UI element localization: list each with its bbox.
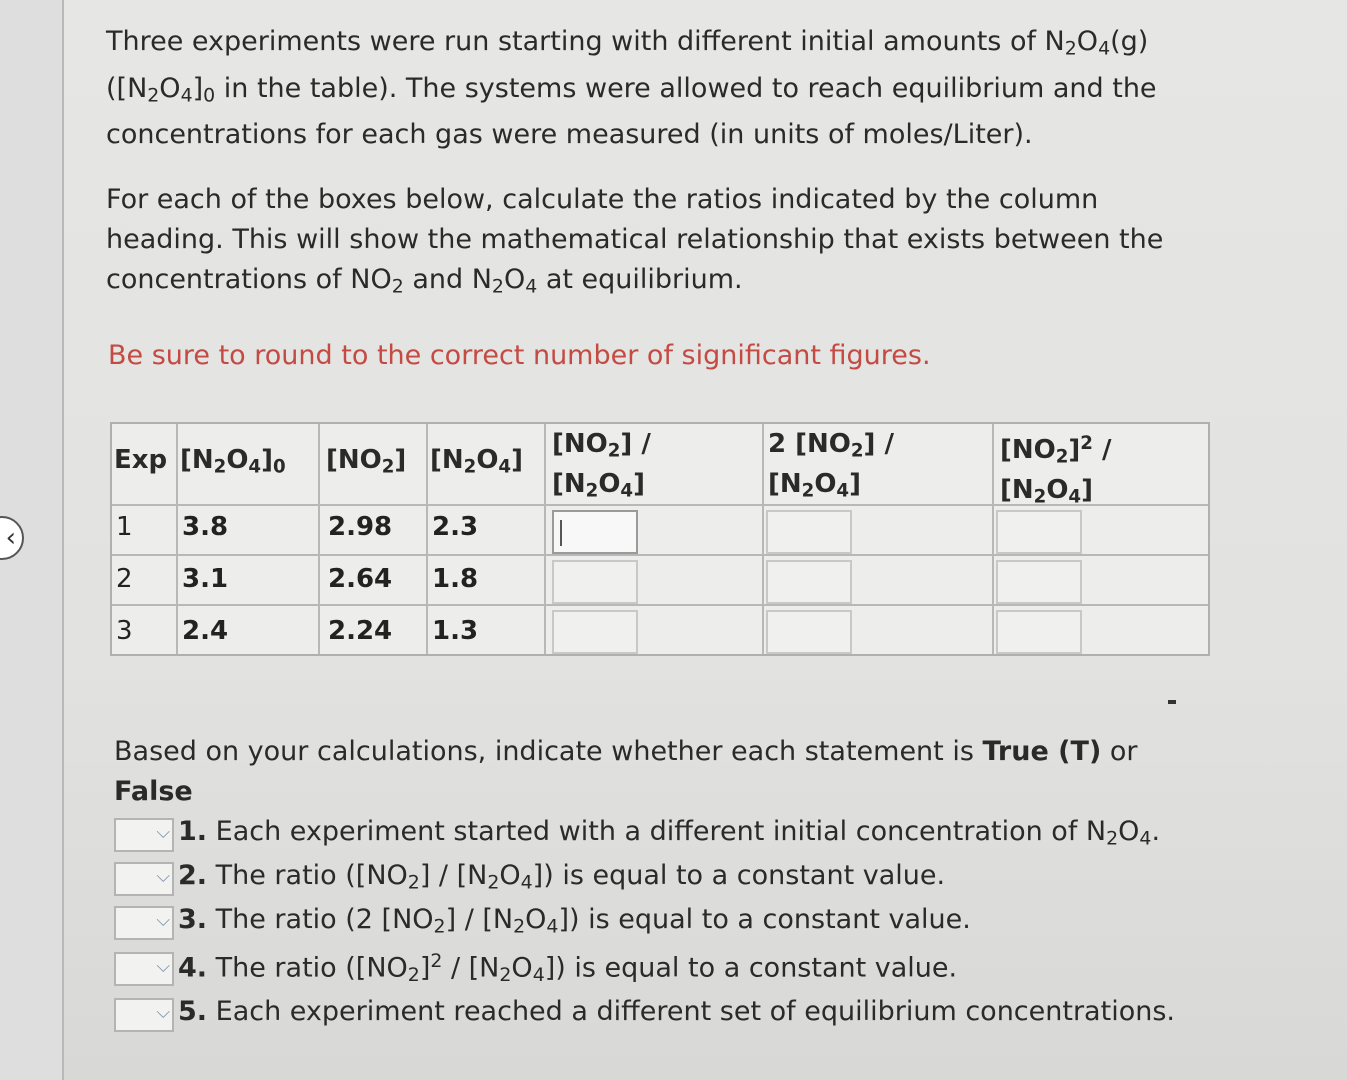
- row-1-no2: 2.98: [328, 512, 393, 542]
- statement-4-text: 4. The ratio $([NO_2]^2 / [N_2O_4])$ is equal to a constant value.: [178, 950, 958, 987]
- statement-2-dropdown[interactable]: [114, 862, 174, 896]
- questions-intro: Based on your calculations, indicate whether each statement is True (T) or False: [114, 736, 1138, 807]
- collapse-panel-button[interactable]: ‹: [0, 516, 24, 560]
- text-caret: [560, 520, 562, 546]
- statement-2: [114, 862, 1234, 898]
- header-exp: Exp: [114, 445, 168, 475]
- statement-3: [114, 906, 1234, 942]
- row-3-ratio-no2-n2o4-input[interactable]: [552, 610, 638, 654]
- statement-5-text: 5. Each experiment reached a different set of equilibrium concentrations.: [178, 996, 1175, 1027]
- intro-paragraph-2: For each of the boxes below, calculate the ratios indicated by the column heading. This will show the mathematical relationship that exists between the concentrations of $NO_2$ and $N_2O_4$ at equilibrium.: [106, 184, 1164, 298]
- row-divider: [112, 554, 1208, 556]
- statement-5: [114, 998, 1234, 1034]
- chevron-down-icon: ⌵: [156, 866, 170, 887]
- header-ratio-no2sq-n2o4: $[NO_2]^2$ / $[N_2O_4]$: [1000, 433, 1112, 508]
- statement-1: [114, 818, 1234, 854]
- row-2-ratio-no2sq-n2o4-input[interactable]: [996, 560, 1082, 604]
- sig-fig-warning: Be sure to round to the correct number of significant figures.: [108, 340, 931, 371]
- statement-3-text: 3. The ratio (2 $[NO_2] / [N_2O_4]$) is equal to a constant value.: [178, 904, 971, 938]
- row-1-ratio-no2sq-n2o4-input[interactable]: [996, 510, 1082, 554]
- column-divider: [762, 424, 764, 654]
- header-initial-n2o4: $[N_2O_4]_0$: [180, 445, 286, 478]
- chevron-down-icon: ⌵: [156, 910, 170, 931]
- row-2-no2: 2.64: [328, 564, 393, 594]
- row-3-n2o4: 1.3: [432, 616, 479, 646]
- column-divider: [318, 424, 320, 654]
- equilibrium-table: [110, 422, 1210, 656]
- row-divider: [112, 604, 1208, 606]
- row-1-exp: 1: [116, 512, 133, 542]
- row-2-exp: 2: [116, 564, 133, 594]
- column-divider: [992, 424, 994, 654]
- row-2-ratio-2no2-n2o4-input[interactable]: [766, 560, 852, 604]
- row-2-initial-n2o4: 3.1: [182, 564, 229, 594]
- row-1-n2o4: 2.3: [432, 512, 479, 542]
- chevron-down-icon: ⌵: [156, 822, 170, 843]
- statement-4: [114, 952, 1234, 988]
- chevron-down-icon: ⌵: [156, 1002, 170, 1023]
- row-1-ratio-2no2-n2o4-input[interactable]: [766, 510, 852, 554]
- intro-paragraph-1: Three experiments were run starting with different initial amounts of $N_2O_4(g)$ ($[N_2O_4]_0$ in the table). The systems were allowed to reach equilibrium and the concentrations for each gas were measured (in units of moles/Liter).: [106, 26, 1157, 151]
- row-3-initial-n2o4: 2.4: [182, 616, 229, 646]
- header-n2o4: $[N_2O_4]$: [430, 445, 523, 478]
- row-3-ratio-2no2-n2o4-input[interactable]: [766, 610, 852, 654]
- statement-1-dropdown[interactable]: [114, 818, 174, 852]
- statement-2-text: 2. The ratio $([NO_2] / [N_2O_4])$ is equal to a constant value.: [178, 860, 946, 894]
- header-no2: $[NO_2]$: [326, 445, 407, 478]
- statement-4-dropdown[interactable]: [114, 952, 174, 986]
- row-2-n2o4: 1.8: [432, 564, 479, 594]
- column-divider: [426, 424, 428, 654]
- row-1-ratio-no2-n2o4-input[interactable]: [552, 510, 638, 554]
- row-3-no2: 2.24: [328, 616, 393, 646]
- row-1-initial-n2o4: 3.8: [182, 512, 229, 542]
- statement-1-text: 1. Each experiment started with a different initial concentration of $N_2O_4$.: [178, 816, 1161, 850]
- header-ratio-2no2-n2o4: 2 $[NO_2]$ / $[N_2O_4]$: [768, 429, 894, 502]
- row-3-exp: 3: [116, 616, 133, 646]
- row-3-ratio-no2sq-n2o4-input[interactable]: [996, 610, 1082, 654]
- statement-3-dropdown[interactable]: [114, 906, 174, 940]
- stray-mark: [1168, 700, 1176, 704]
- chevron-down-icon: ⌵: [156, 956, 170, 977]
- row-2-ratio-no2-n2o4-input[interactable]: [552, 560, 638, 604]
- header-ratio-no2-n2o4: $[NO_2]$ / $[N_2O_4]$: [552, 429, 651, 502]
- statement-5-dropdown[interactable]: [114, 998, 174, 1032]
- column-divider: [544, 424, 546, 654]
- column-divider: [176, 424, 178, 654]
